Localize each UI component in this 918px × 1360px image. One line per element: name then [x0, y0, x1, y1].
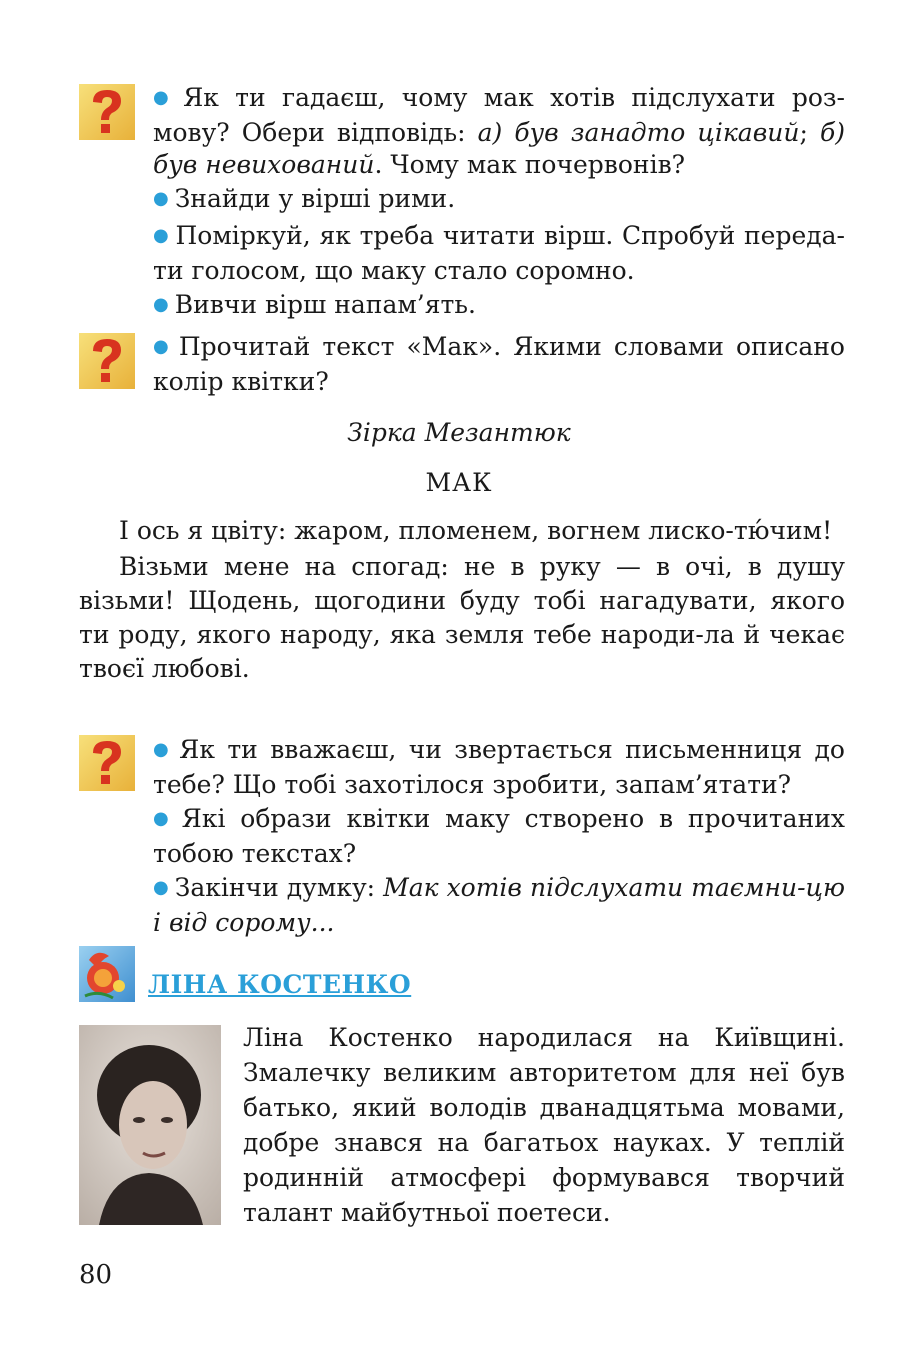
- author-portrait: [79, 1025, 221, 1225]
- question-mark-icon: [79, 333, 135, 389]
- question-1: ● Як ти гадаєш, чому мак хотів підслухати роз-мову? Обери відповідь: а) був занадто цікавий; б) був невихований. Чому мак почервонів?: [153, 83, 845, 179]
- questions-block-1: [153, 82, 845, 326]
- question-4: ● Вивчи вірш напам’ять.: [153, 290, 476, 319]
- page-number: 80: [79, 1260, 113, 1290]
- bullet-icon: ●: [153, 808, 176, 829]
- bullet-icon: ●: [153, 294, 169, 315]
- bullet-icon: ●: [153, 87, 178, 108]
- text-title: МАК: [425, 468, 493, 497]
- question-mark-icon: [79, 735, 135, 791]
- bullet-icon: ●: [153, 739, 174, 760]
- bio-text: Ліна Костенко народилася на Київщині. Змалечку великим авторитетом для неї був батько, який володів дванадцятьма мовами, добре знався на багатьох науках. У теплій родинній атмосфері формувався творчий талант майбутньої поетеси.: [243, 1023, 845, 1227]
- prose-text: [79, 514, 845, 688]
- paragraph-2: Візьми мене на спогад: не в руку — в очі, в душу візьми! Щодень, щогодини буду тобі нагадувати, якого ти роду, якого народу, яка земля тебе народи-ла й чекає твоєї любові.: [79, 552, 845, 683]
- flower-ornament-icon: [79, 946, 135, 1002]
- question-3: ● Закінчи думку: Мак хотів підслухати таємни-цю і від сорому...: [153, 873, 845, 937]
- paragraph-1: І ось я цвіту: жаром, пломенем, вогнем лиско-тю́чим!: [119, 516, 833, 545]
- question-2: ● Знайди у вірші рими.: [153, 184, 456, 213]
- bullet-icon: ●: [153, 188, 169, 209]
- author-name: Зірка Мезантюк: [347, 418, 571, 447]
- bio-heading[interactable]: ЛІНА КОСТЕНКО: [148, 970, 412, 999]
- questions-block-3: [153, 734, 845, 941]
- bullet-icon: ●: [153, 877, 169, 898]
- bullet-icon: ●: [153, 225, 170, 246]
- question-mark-icon: [79, 84, 135, 140]
- question-1: ● Прочитай текст «Мак». Якими словами описано колір квітки?: [153, 332, 845, 396]
- questions-block-2: [153, 331, 845, 400]
- bullet-icon: ●: [153, 336, 173, 357]
- question-3: ● Поміркуй, як треба читати вірш. Спробуй переда-ти голосом, що маку стало соромно.: [153, 221, 845, 285]
- question-1: ● Як ти вважаєш, чи звертається письменниця до тебе? Що тобі захотілося зробити, запам’ятати?: [153, 735, 845, 799]
- question-2: ● Які образи квітки маку створено в прочитаних тобою текстах?: [153, 804, 845, 868]
